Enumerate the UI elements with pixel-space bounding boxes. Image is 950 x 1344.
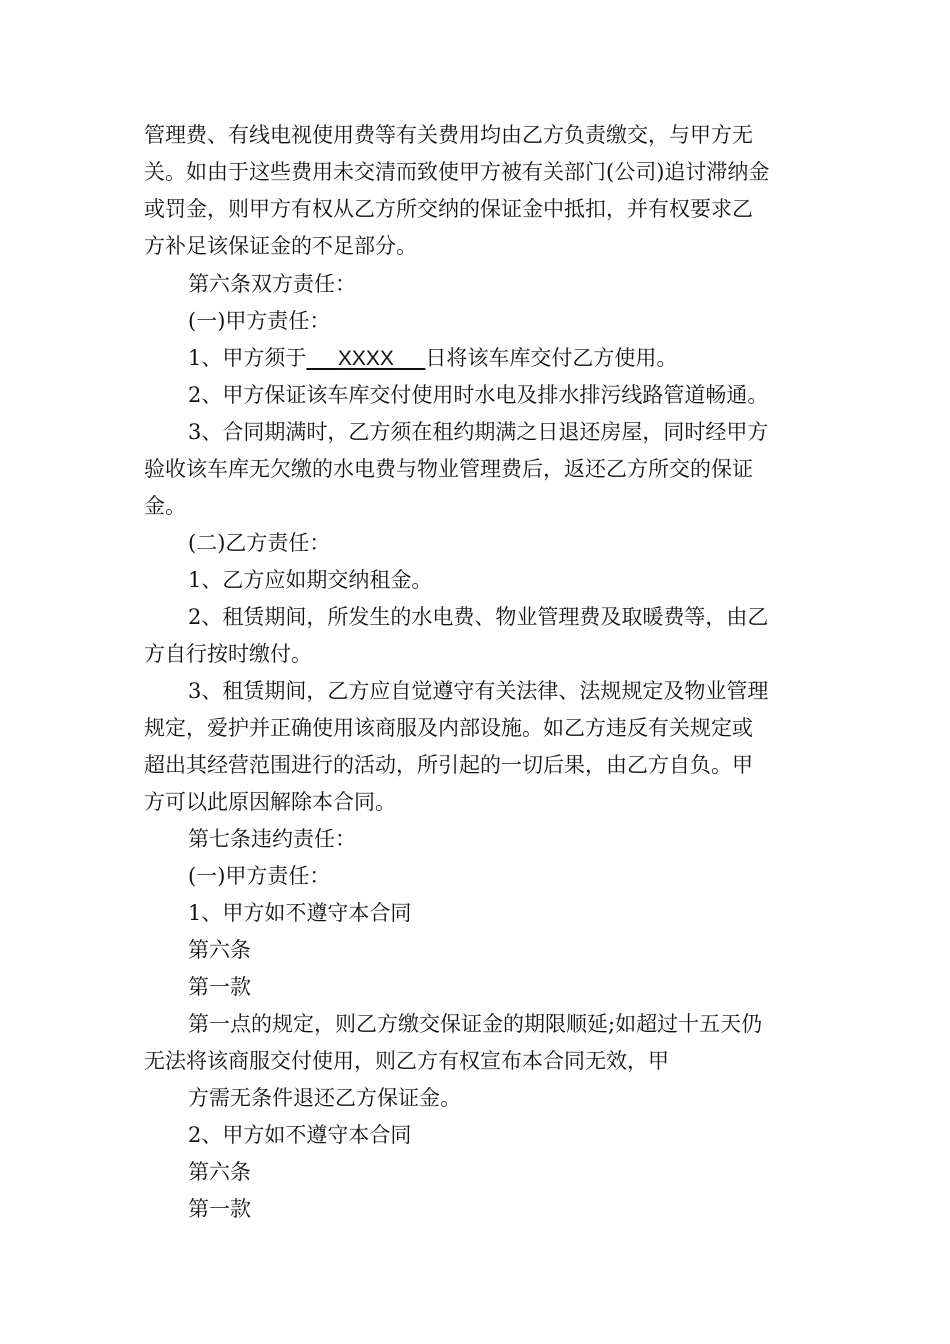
delivery-date: XXXX — [337, 347, 394, 370]
paragraph-line: 第六条 — [188, 1160, 251, 1184]
paragraph-line: 第一点的规定，则乙方缴交保证金的期限顺延;如超过十五天仍 — [188, 1012, 763, 1036]
paragraph-line: 方可以此原因解除本合同。 — [144, 790, 396, 814]
subsection-heading: (一)甲方责任： — [188, 864, 331, 888]
paragraph-line: 2、甲方如不遵守本合同 — [188, 1123, 412, 1147]
paragraph-line: 1、乙方应如期交纳租金。 — [188, 568, 433, 592]
paragraph-line: 方自行按时缴付。 — [144, 642, 312, 666]
paragraph-line: 方补足该保证金的不足部分。 — [144, 234, 417, 258]
paragraph-line: 第一款 — [188, 975, 251, 999]
subsection-heading: (二)乙方责任： — [188, 531, 331, 555]
subsection-heading: (一)甲方责任： — [188, 309, 331, 333]
paragraph-line: 3、合同期满时，乙方须在租约期满之日退还房屋，同时经甲方 — [188, 420, 769, 444]
paragraph-line: 或罚金，则甲方有权从乙方所交纳的保证金中抵扣，并有权要求乙 — [144, 197, 753, 221]
delivery-suffix: 日将该车库交付乙方使用。 — [425, 346, 678, 370]
blank-right: ___ — [393, 346, 426, 370]
paragraph-line: 2、租赁期间，所发生的水电费、物业管理费及取暖费等，由乙 — [188, 605, 769, 629]
delivery-prefix: 1、甲方须于 — [188, 346, 307, 370]
paragraph-line: 2、甲方保证该车库交付使用时水电及排水排污线路管道畅通。 — [188, 383, 769, 407]
delivery-date-line — [188, 343, 677, 373]
section-heading: 第六条双方责任： — [188, 272, 356, 296]
paragraph-line: 规定，爱护并正确使用该商服及内部设施。如乙方违反有关规定或 — [144, 716, 753, 740]
paragraph-line: 方需无条件退还乙方保证金。 — [188, 1086, 461, 1110]
paragraph-line: 1、甲方如不遵守本合同 — [188, 901, 412, 925]
paragraph-line: 无法将该商服交付使用，则乙方有权宣布本合同无效，甲 — [144, 1049, 669, 1073]
paragraph-line: 关。如由于这些费用未交清而致使甲方被有关部门(公司)追讨滞纳金 — [144, 160, 770, 184]
section-heading: 第七条违约责任： — [188, 827, 356, 851]
paragraph-line: 第六条 — [188, 938, 251, 962]
blank-left: ___ — [306, 346, 338, 370]
paragraph-line: 3、租赁期间，乙方应自觉遵守有关法律、法规规定及物业管理 — [188, 679, 769, 703]
paragraph-line: 管理费、有线电视使用费等有关费用均由乙方负责缴交，与甲方无 — [144, 123, 753, 147]
paragraph-line: 验收该车库无欠缴的水电费与物业管理费后，返还乙方所交的保证 — [144, 457, 753, 481]
paragraph-line: 第一款 — [188, 1197, 251, 1221]
paragraph-line: 金。 — [144, 494, 186, 518]
paragraph-line: 超出其经营范围进行的活动，所引起的一切后果，由乙方自负。甲 — [144, 753, 753, 777]
